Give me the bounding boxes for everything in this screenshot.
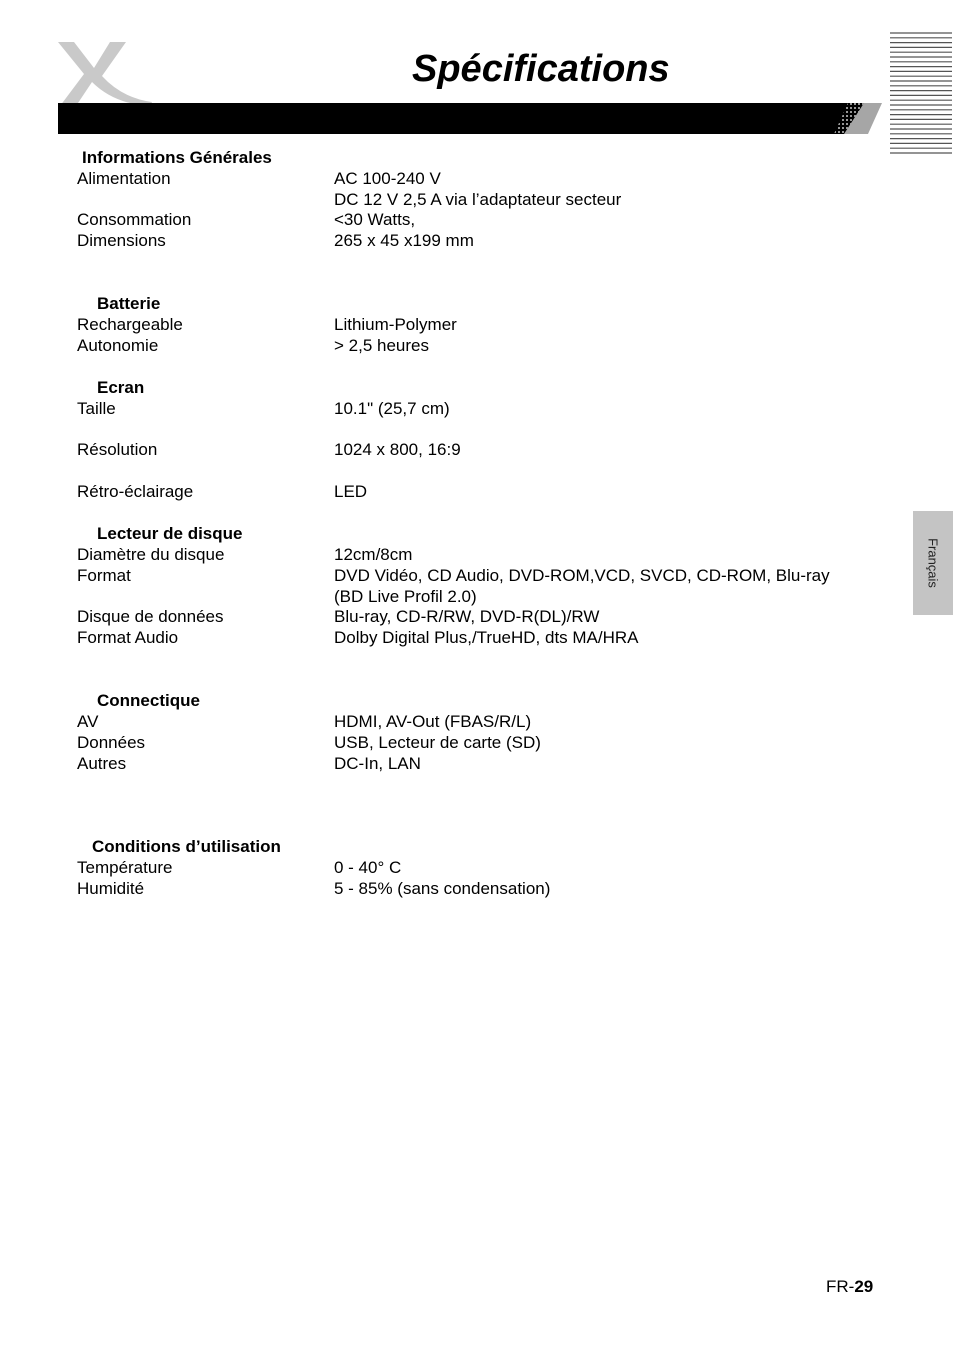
section-heading: Batterie [97,294,161,313]
spec-value: 5 - 85% (sans condensation) [334,879,551,898]
language-tab [913,511,953,615]
page-number [826,1276,873,1297]
section-heading: Conditions d’utilisation [92,837,281,856]
spec-label: Consommation [77,210,192,229]
spec-value: USB, Lecteur de carte (SD) [334,733,541,752]
spec-value: Dolby Digital Plus,/TrueHD, dts MA/HRA [334,628,639,647]
spec-value: AC 100-240 V [334,169,441,188]
spec-value: LED [334,482,368,501]
spec-label: Diamètre du disque [77,545,225,564]
spec-label: Données [77,733,146,752]
spec-value: HDMI, AV-Out (FBAS/R/L) [334,712,532,731]
section-heading: Ecran [97,378,145,397]
page-number-value: 29 [854,1277,874,1296]
brand-logo-x-icon [52,36,156,106]
spec-value: (BD Live Profil 2.0) [334,587,477,606]
spec-value: 1024 x 800, 16:9 [334,440,461,459]
spec-label: Résolution [77,440,158,459]
spec-label: Autonomie [77,336,159,355]
spec-value: > 2,5 heures [334,336,429,355]
spec-value: 12cm/8cm [334,545,413,564]
spec-value: Blu-ray, CD-R/RW, DVD-R(DL)/RW [334,607,600,626]
spec-value: DVD Vidéo, CD Audio, DVD-ROM,VCD, SVCD, CD-ROM, Blu-ray [334,566,830,585]
spec-label: Humidité [77,879,145,898]
spec-label: Format [77,566,131,585]
corner-stripes [888,30,954,160]
section-heading: Connectique [97,691,200,710]
spec-value: 265 x 45 x199 mm [334,231,474,250]
section-heading: Informations Générales [82,148,272,167]
language-tab-label: Français [925,538,941,588]
page-number-prefix: FR- [826,1277,855,1296]
spec-label: Alimentation [77,169,171,188]
page-title: Spécifications [412,48,670,90]
spec-label: Température [77,858,173,877]
spec-value: DC-In, LAN [334,754,421,773]
spec-label: Rechargeable [77,315,183,334]
spec-label: Dimensions [77,231,166,250]
spec-label: Taille [77,399,116,418]
spec-value: 10.1" (25,7 cm) [334,399,450,418]
spec-label: Rétro-éclairage [77,482,194,501]
spec-label: AV [77,712,99,731]
header-bar [58,103,882,134]
spec-value: Lithium-Polymer [334,315,457,334]
section-heading: Lecteur de disque [97,524,243,543]
spec-label: Disque de données [77,607,224,626]
spec-value: 0 - 40° C [334,858,402,877]
spec-value: DC 12 V 2,5 A via l’adaptateur secteur [334,190,622,209]
spec-label: Format Audio [77,628,179,647]
spec-label: Autres [77,754,127,773]
spec-value: <30 Watts, [334,210,416,229]
